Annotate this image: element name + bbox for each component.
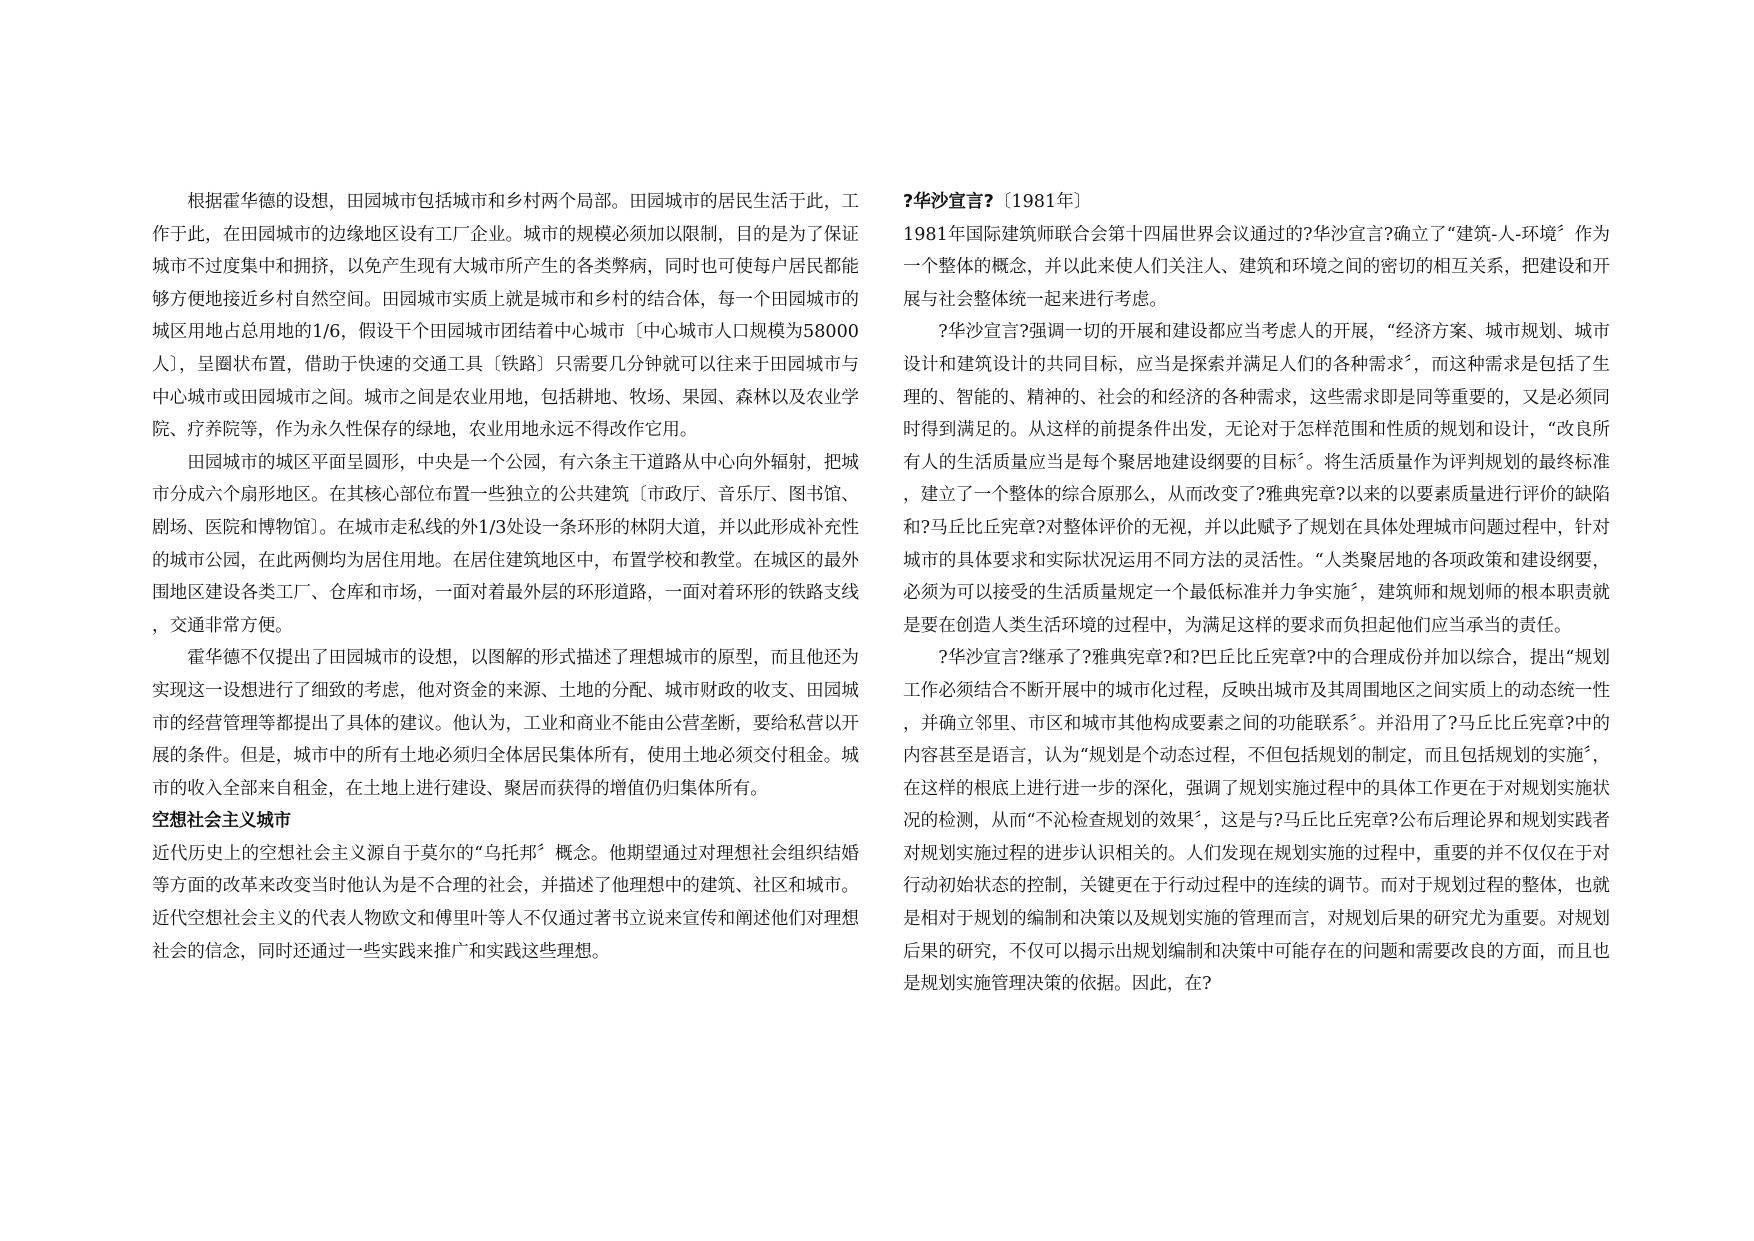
paragraph-garden-city-concept: 根据霍华德的设想，田园城市包括城市和乡村两个局部。田园城市的居民生活于此，工作于此，在田园城市的边缘地区设有工厂企业。城市的规模必须加以限制，目的是为了保证城市不过度集中和拥挤，以免产生现有大城市所产生的各类弊病，同时也可使每户居民都能够方便地接近乡村自然空间。田园城市实质上就是城市和乡村的结合体，每一个田园城市的城区用地占总用地的1/6，假设干个田园城市团结着中心城市〔中心城市人口规模为58000人〕，呈圈状布置，借助于快速的交通工具〔铁路〕只需要几分钟就可以往来于田园城市与中心城市或田园城市之间。城市之间是农业用地，包括耕地、牧场、果园、森林以及农业学院、疗养院等，作为永久性保存的绿地，农业用地永远不得改作它用。	[152, 192, 859, 441]
paragraph-utopian-socialism: 近代历史上的空想社会主义源自于莫尔的“乌托邦〞概念。他期望通过对理想社会组织结婚等方面的改革来改变当时他认为是不合理的社会，并描述了他理想中的建筑、社区和城市。近代空想社会主义的代表人物欧文和傅里叶等人不仅通过著书立说来宣传和阐述他们对理想社会的信念，同时还通过一些实践来推广和实践这些理想。	[152, 843, 859, 962]
left-column	[152, 186, 859, 968]
paragraph-warsaw-intro: 1981年国际建筑师联合会第十四届世界会议通过的?华沙宣言?确立了“建筑-人-环境〞作为一个整体的概念，并以此来使人们关注人、建筑和环境之间的密切的相互关系，把建设和开展与社会整体统一起来进行考虑。	[903, 224, 1610, 310]
paragraph-warsaw-quality-of-life: ?华沙宣言?强调一切的开展和建设都应当考虑人的开展，“经济方案、城市规划、城市设计和建筑设计的共同目标，应当是探索并满足人们的各种需求〞，而这种需求是包括了生理的、智能的、精神的、社会的和经济的各种需求，这些需求即是同等重要的，又是必须同时得到满足的。从这样的前提条件出发，无论对于怎样范围和性质的规划和设计，“改良所有人的生活质量应当是每个聚居地建设纲要的目标〞。将生活质量作为评判规划的最终标准，建立了一个整体的综合原那么，从而改变了?雅典宪章?以来的以要素质量进行评价的缺陷和?马丘比丘宪章?对整体评价的无视，并以此赋予了规划在具体处理城市问题过程中，针对城市的具体要求和实际状况运用不同方法的灵活性。“人类聚居地的各项政策和建设纲要，必须为可以接受的生活质量规定一个最低标准并力争实施〞，建筑师和规划师的根本职责就是要在创造人类生活环境的过程中，为满足这样的要求而负担起他们应当承当的责任。	[903, 322, 1610, 636]
paragraph-garden-city-layout: 田园城市的城区平面呈圆形，中央是一个公园，有六条主干道路从中心向外辐射，把城市分成六个扇形地区。在其核心部位布置一些独立的公共建筑〔市政厅、音乐厅、图书馆、剧场、医院和博物馆〕。在城市走私线的外1/3处设一条环形的林阴大道，并以此形成补充性的城市公园，在此两侧均为居住用地。在居住建筑地区中，布置学校和教堂。在城区的最外围地区建设各类工厂、仓库和市场，一面对着最外层的环形道路，一面对着环形的铁路支线，交通非常方便。	[152, 452, 859, 636]
heading-title-bold: ?华沙宣言?	[903, 192, 994, 212]
section-heading-warsaw-declaration	[903, 186, 1610, 219]
right-column	[903, 186, 1610, 1001]
paragraph-howard-proposals: 霍华德不仅提出了田园城市的设想，以图解的形式描述了理想城市的原型，而且他还为实现这一设想进行了细致的考虑，他对资金的来源、土地的分配、城市财政的收支、田园城市的经营管理等都提出了具体的建议。他认为，工业和商业不能由公营垄断，要给私营以开展的条件。但是，城市中的所有土地必须归全体居民集体所有，使用土地必须交付租金。城市的收入全部来自租金，在土地上进行建设、聚居而获得的增值仍归集体所有。	[152, 648, 859, 799]
section-heading-utopian-socialism: 空想社会主义城市	[152, 811, 292, 832]
heading-year: 〔1981年〕	[993, 192, 1092, 212]
paragraph-warsaw-planning-process: ?华沙宣言?继承了?雅典宪章?和?巴丘比丘宪章?中的合理成份并加以综合，提出“规划工作必须结合不断开展中的城市化过程，反映出城市及其周围地区之间实质上的动态统一性，并确立邻里、市区和城市其他构成要素之间的功能联系〞。并沿用了?马丘比丘宪章?中的内容甚至是语言，认为“规划是个动态过程，不但包括规划的制定，而且包括规划的实施〞，在这样的根底上进行进一步的深化，强调了规划实施过程中的具体工作更在于对规划实施状况的检测，从而“不沁检查规划的效果〞，这是与?马丘比丘宪章?公布后理论界和规划实践者对规划实施过程的进步认识相关的。人们发现在规划实施的过程中，重要的并不仅仅在于对行动初始状态的控制，关键更在于行动过程中的连续的调节。而对于规划过程的整体，也就是相对于规划的编制和决策以及规划实施的管理而言，对规划后果的研究尤为重要。对规划后果的研究，不仅可以揭示出规划编制和决策中可能存在的问题和需要改良的方面，而且也是规划实施管理决策的依据。因此，在?	[903, 648, 1610, 995]
